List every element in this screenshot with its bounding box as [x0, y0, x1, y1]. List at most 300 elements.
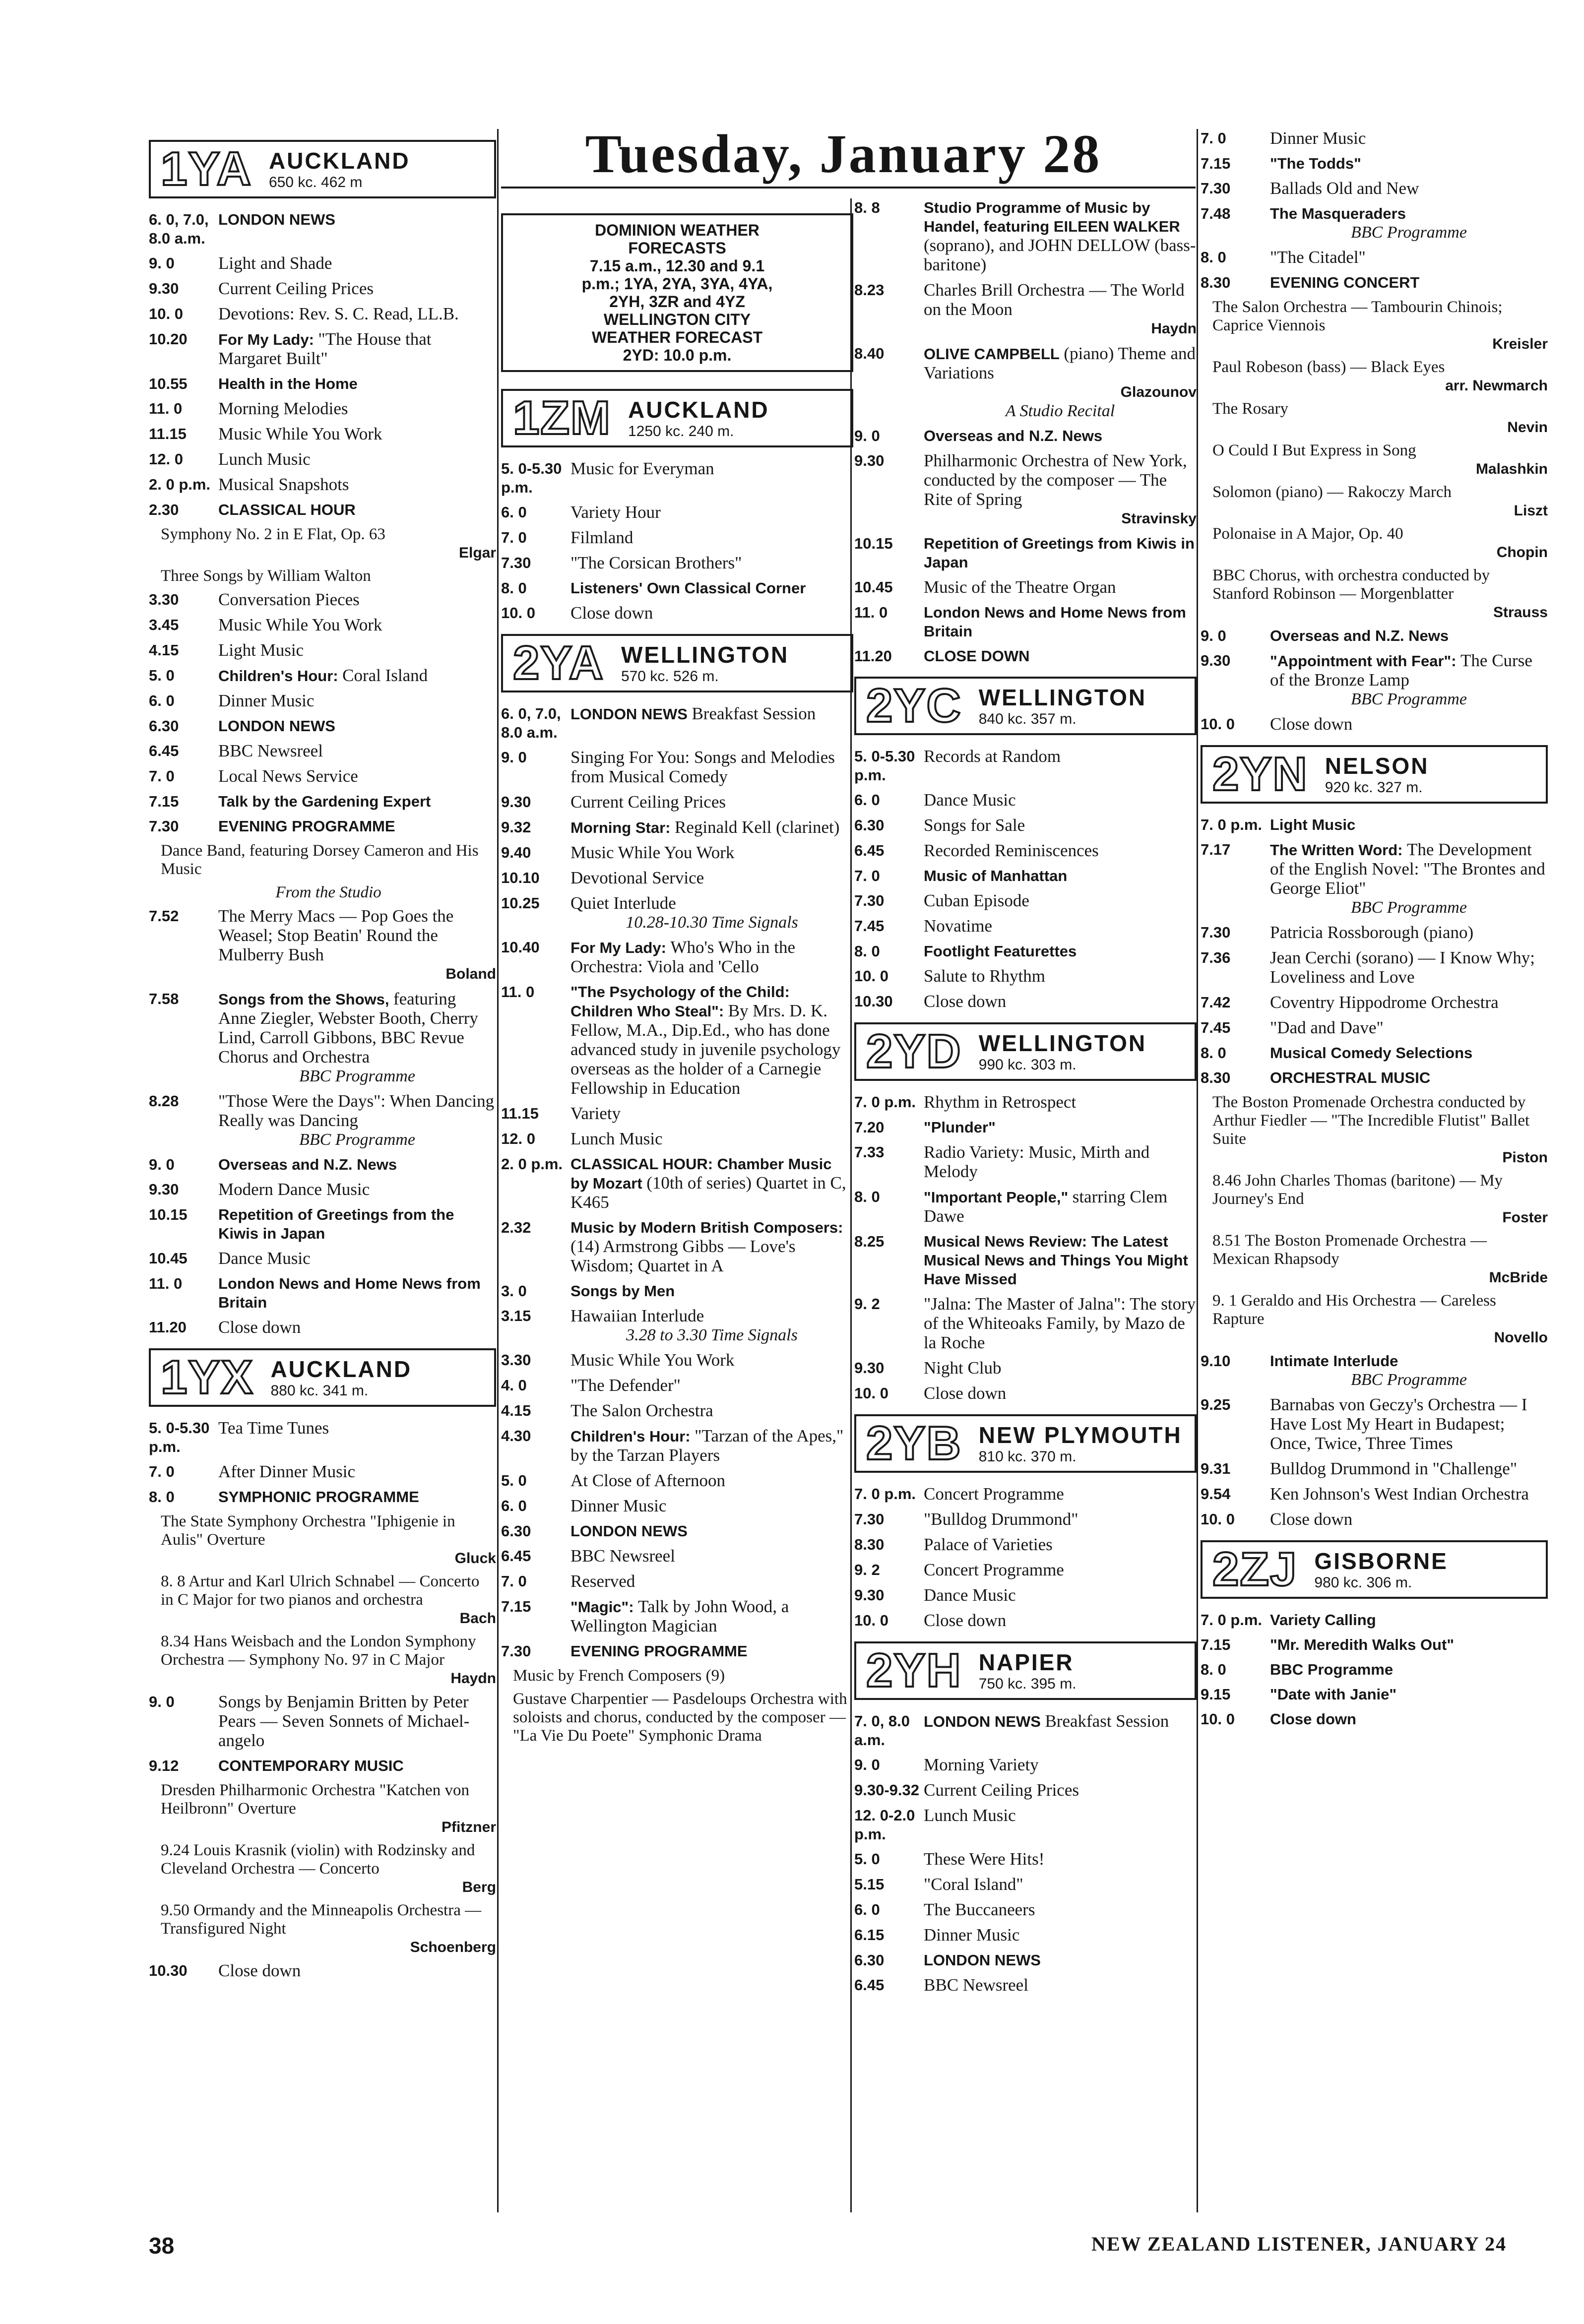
weather-line: WEATHER FORECAST	[591, 328, 763, 346]
programme-description: Close down	[570, 603, 653, 623]
station-header-1ya	[149, 140, 496, 198]
programme-source: BBC Programme	[1351, 690, 1467, 708]
programme-time: 9.30	[149, 1181, 179, 1198]
listing-2yb	[854, 1485, 1197, 1631]
programme-description: Filmland	[570, 528, 634, 547]
programme-description: BBC Newsreel	[218, 741, 323, 760]
station-header-2yc	[854, 677, 1197, 735]
programme-description: "Tarzan of the Apes," by the Tarzan Players	[570, 1426, 844, 1465]
composer-name: Novello	[1494, 1329, 1548, 1346]
programme-title: Close down	[1270, 1710, 1356, 1728]
programme-time: 10.10	[501, 869, 540, 886]
station-frequency: 920 kc. 327 m.	[1325, 779, 1423, 796]
programme-description: Current Ceiling Prices	[570, 792, 726, 812]
programme-entry	[149, 1274, 496, 1312]
programme-time: 9.40	[501, 844, 531, 861]
programme-time: 5. 0	[149, 667, 175, 684]
programme-time: 2.32	[501, 1219, 531, 1236]
programme-time: 7. 0 p.m.	[854, 1093, 916, 1111]
programme-time: 11.15	[149, 425, 187, 442]
composer-name: Stravinsky	[1121, 510, 1197, 527]
programme-entry	[854, 534, 1197, 572]
station-city: AUCKLAND	[268, 148, 410, 174]
programme-item	[149, 567, 496, 585]
programme-entry	[501, 1547, 853, 1566]
programme-time: 6. 0	[854, 1901, 880, 1918]
programme-time: 8. 0	[1201, 1044, 1226, 1062]
title-rule	[501, 187, 1196, 188]
programme-entry	[854, 867, 1197, 885]
programme-entry	[149, 717, 496, 736]
programme-time: 6. 0, 7.0, 8.0 a.m.	[501, 705, 561, 741]
programme-time: 9. 0	[501, 749, 527, 766]
column-1	[149, 129, 496, 1987]
programme-time: 11. 0	[501, 983, 535, 1001]
programme-entry	[1201, 1685, 1548, 1704]
programme-time: 12. 0	[149, 450, 183, 468]
programme-time: 11.20	[149, 1319, 187, 1336]
composer-name: Kreisler	[1492, 336, 1548, 352]
programme-time: 8. 0	[149, 1488, 175, 1506]
programme-entry	[501, 1155, 853, 1212]
programme-description: Close down	[218, 1961, 301, 1980]
programme-entry	[501, 1471, 853, 1491]
programme-item	[149, 1572, 496, 1628]
programme-time: 11. 0	[149, 400, 183, 417]
programme-time: 6. 0	[149, 692, 175, 709]
listing-2ya-continued	[854, 198, 1197, 666]
programme-description: Close down	[218, 1318, 301, 1337]
work-title: 8.34 Hans Weisbach and the London Symphony Orchestra — Symphony No. 97 in C Major	[161, 1633, 476, 1669]
composer-name: Nevin	[1507, 419, 1548, 436]
station-info	[972, 1649, 1077, 1693]
programme-time: 7.30	[1201, 924, 1231, 941]
programme-entry	[1201, 1459, 1548, 1479]
programme-description: Conversation Pieces	[218, 590, 360, 609]
programme-entry	[1201, 840, 1548, 917]
programme-time: 8.25	[854, 1233, 885, 1250]
station-city: WELLINGTON	[978, 1030, 1147, 1056]
programme-time: 7.36	[1201, 949, 1231, 966]
programme-description: "The Defender"	[570, 1376, 681, 1395]
programme-description: Dance Music	[924, 790, 1016, 810]
listing-1ya	[149, 210, 496, 519]
station-header-2ya	[501, 634, 853, 692]
programme-description: Local News Service	[218, 766, 358, 786]
programme-time: 6.45	[854, 1976, 885, 1994]
programme-time: 9.30	[149, 280, 179, 297]
programme-title: Footlight Featurettes	[924, 942, 1077, 960]
programme-time: 8.30	[1201, 1069, 1231, 1086]
programme-description: Devotions: Rev. S. C. Read, LL.B.	[218, 304, 459, 323]
programme-time: 10. 0	[501, 604, 535, 622]
programme-time: 3. 0	[501, 1282, 527, 1300]
programme-description: "Jalna: The Master of Jalna": The story of the Whiteoaks Family, by Mazo de la Roche	[924, 1294, 1196, 1352]
programme-description: Morning Variety	[924, 1755, 1039, 1774]
programme-entry	[149, 1693, 496, 1751]
programme-description: Quiet Interlude	[570, 893, 676, 913]
programme-time: 9.30-9.32	[854, 1781, 919, 1799]
programme-source: BBC Programme	[1351, 898, 1467, 917]
programme-description: Who's Who in the Orchestra: Viola and 'Cello	[570, 938, 796, 976]
programme-description: Dinner Music	[924, 1925, 1020, 1945]
station-info	[972, 684, 1146, 728]
composer-name: Berg	[462, 1879, 496, 1895]
programme-description: BBC Newsreel	[570, 1546, 675, 1566]
programme-entry	[854, 1976, 1197, 1995]
work-title: Dance Band, featuring Dorsey Cameron and His Music	[161, 842, 479, 878]
programme-description: The Development of the English Novel: "The Brontes and George Eliot"	[1270, 840, 1545, 898]
listing-1yx-contemporary	[149, 1781, 496, 1956]
listing-2yh-late	[1201, 627, 1548, 734]
programme-title: LONDON NEWS	[570, 705, 688, 723]
programme-entry	[501, 938, 853, 977]
station-call-sign: 2ZJ	[1212, 1543, 1298, 1596]
programme-entry	[149, 767, 496, 786]
programme-title: LONDON NEWS	[924, 1713, 1041, 1730]
programme-source: BBC Programme	[1351, 223, 1467, 242]
composer-name: Haydn	[450, 1670, 496, 1687]
programme-title: LONDON NEWS	[218, 717, 335, 735]
programme-description: Musical Snapshots	[218, 475, 349, 494]
programme-description: The Merry Macs — Pop Goes the Weasel; Stop Beatin' Round the Mulberry Bush	[218, 906, 454, 964]
listing-2yh-continued	[1201, 129, 1548, 292]
composer-name: Liszt	[1514, 502, 1548, 519]
programme-title: Health in the Home	[218, 375, 358, 392]
station-frequency: 750 kc. 395 m.	[978, 1676, 1077, 1692]
programme-entry	[854, 578, 1197, 597]
programme-entry	[854, 1295, 1197, 1353]
programme-entry	[1201, 1068, 1548, 1087]
programme-title: CLASSICAL HOUR	[218, 501, 356, 518]
programme-entry	[854, 1093, 1197, 1112]
station-city: NAPIER	[978, 1649, 1074, 1675]
programme-time: 6.45	[854, 842, 885, 859]
programme-description: Lunch Music	[218, 449, 311, 469]
work-title: The Boston Promenade Orchestra conducted by Arthur Fiedler — "The Incredible Flutist" Ballet Suite	[1212, 1093, 1530, 1148]
programme-entry	[501, 793, 853, 812]
programme-title: "Important People,"	[924, 1189, 1069, 1206]
station-call-sign: 2YC	[866, 679, 962, 732]
programme-title: OLIVE CAMPBELL	[924, 345, 1060, 363]
programme-title: "The Todds"	[1270, 155, 1361, 172]
programme-time: 9.30	[501, 793, 531, 811]
column-divider-1	[497, 129, 499, 2212]
programme-description: Coral Island	[342, 666, 428, 685]
page-number: 38	[149, 2233, 175, 2259]
programme-entry	[854, 1359, 1197, 1378]
composer-name: Foster	[1502, 1209, 1548, 1226]
programme-time: 9.25	[1201, 1396, 1231, 1413]
programme-time: 7.30	[149, 817, 179, 835]
programme-entry	[501, 1642, 853, 1661]
programme-time: 8. 8	[854, 199, 880, 216]
programme-time: 3.15	[501, 1307, 531, 1324]
programme-item	[1201, 1292, 1548, 1347]
programme-entry	[854, 1510, 1197, 1529]
programme-entry	[501, 1351, 853, 1370]
programme-time: 3.30	[149, 591, 179, 608]
programme-entry	[501, 604, 853, 623]
programme-entry	[501, 1597, 853, 1636]
programme-description: Light Music	[218, 640, 304, 660]
programme-entry	[149, 1961, 496, 1981]
programme-description: Singing For You: Songs and Melodies from Musical Comedy	[570, 748, 835, 786]
column-3	[854, 198, 1197, 2001]
programme-description: Cuban Episode	[924, 891, 1029, 910]
programme-time: 7. 0 p.m.	[1201, 1611, 1263, 1629]
programme-entry	[854, 841, 1197, 861]
programme-time: 8. 0	[854, 942, 880, 960]
composer-name: Bach	[459, 1610, 496, 1627]
listing-2yn	[1201, 816, 1548, 1087]
station-frequency: 650 kc. 462 m	[268, 174, 363, 190]
programme-time: 9. 0	[854, 1756, 880, 1773]
programme-entry	[149, 1155, 496, 1174]
programme-item	[149, 842, 496, 879]
station-city: AUCKLAND	[270, 1356, 412, 1382]
programme-time: 10.15	[149, 1206, 188, 1223]
programme-item	[1201, 483, 1548, 520]
programme-entry	[1201, 204, 1548, 242]
programme-entry	[854, 344, 1197, 421]
listing-1yx	[149, 1419, 496, 1507]
listing-1yx-close	[149, 1961, 496, 1981]
programme-time: 2. 0 p.m.	[149, 476, 211, 493]
programme-title: London News and Home News from Britain	[924, 604, 1186, 640]
composer-name: Gluck	[454, 1550, 496, 1567]
weather-line: p.m.; 1YA, 2YA, 3YA, 4YA,	[581, 275, 773, 293]
programme-entry	[1201, 273, 1548, 292]
programme-title: Variety Calling	[1270, 1611, 1376, 1629]
programme-description: "Dad and Dave"	[1270, 1018, 1384, 1037]
programme-entry	[149, 330, 496, 369]
work-title: The Rosary	[1212, 400, 1289, 418]
listing-2yn-late	[1201, 1352, 1548, 1529]
listing-1yx-late	[149, 1693, 496, 1775]
work-title: BBC Chorus, with orchestra conducted by Stanford Robinson — Morgenblatter	[1212, 566, 1490, 603]
programme-description: Devotional Service	[570, 868, 704, 887]
programme-description: Charles Brill Orchestra — The World on the Moon	[924, 280, 1185, 319]
programme-time: 10.30	[854, 993, 893, 1010]
programme-entry	[854, 1781, 1197, 1800]
programme-entry	[149, 375, 496, 393]
programme-time: 6. 0	[501, 503, 527, 521]
programme-item	[149, 1841, 496, 1896]
work-title: 9. 1 Geraldo and His Orchestra — Careless Rapture	[1212, 1292, 1496, 1328]
station-info	[262, 147, 410, 191]
programme-description: Variety Hour	[570, 502, 661, 522]
programme-entry	[149, 1462, 496, 1482]
programme-entry	[1201, 1395, 1548, 1453]
programme-entry	[501, 579, 853, 598]
programme-title: Talk by the Gardening Expert	[218, 793, 431, 810]
work-title: Music by French Composers (9)	[513, 1667, 725, 1685]
listing-2yn-orchestral	[1201, 1093, 1548, 1347]
station-frequency: 570 kc. 526 m.	[621, 668, 719, 685]
programme-entry	[1201, 923, 1548, 942]
station-info	[972, 1422, 1182, 1465]
station-header-1zm	[501, 389, 853, 447]
programme-entry	[854, 1485, 1197, 1504]
work-title: Paul Robeson (bass) — Black Eyes	[1212, 358, 1445, 376]
programme-entry	[501, 1130, 853, 1149]
programme-entry	[149, 817, 496, 836]
programme-time: 7. 0, 8.0 a.m.	[854, 1712, 910, 1749]
programme-description: Breakfast Session	[692, 704, 816, 723]
programme-entry	[149, 279, 496, 299]
programme-entry	[501, 983, 853, 1098]
programme-title: London News and Home News from Britain	[218, 1275, 481, 1311]
programme-entry	[854, 747, 1197, 785]
programme-time: 10. 0	[1201, 1710, 1235, 1728]
station-frequency: 840 kc. 357 m.	[978, 711, 1077, 727]
programme-title: EVENING CONCERT	[1270, 274, 1420, 291]
programme-description: Philharmonic Orchestra of New York, conducted by the composer — The Rite of Spring	[924, 451, 1187, 509]
programme-entry	[1201, 1044, 1548, 1063]
programme-time: 9.15	[1201, 1686, 1231, 1703]
programme-time: 6. 0	[854, 791, 880, 809]
programme-source: BBC Programme	[299, 1067, 415, 1085]
programme-entry	[1201, 1611, 1548, 1630]
programme-time: 11. 0	[854, 604, 888, 621]
programme-description: By Mrs. D. K. Fellow, M.A., Dip.Ed., who has done advanced study in juvenile psychology overseas as the holder of a Carnegie Fellowship in Education	[570, 1001, 841, 1098]
programme-time: 7.30	[501, 1642, 531, 1660]
programme-entry	[854, 917, 1197, 936]
station-call-sign: 2YD	[866, 1025, 962, 1078]
programme-time: 10.25	[501, 894, 540, 912]
station-info	[1318, 753, 1429, 796]
station-info	[614, 641, 789, 685]
programme-description: Barnabas von Geczy's Orchestra — I Have Lost My Heart in Budapest; Once, Twice, Three Times	[1270, 1395, 1527, 1453]
page-title: Tuesday, January 28	[585, 124, 1102, 184]
composer-name: Boland	[445, 966, 496, 982]
programme-entry	[149, 792, 496, 811]
composer-name: arr. Newmarch	[1445, 377, 1548, 394]
column-4	[1201, 129, 1548, 1735]
programme-description: Ballads Old and New	[1270, 179, 1419, 198]
programme-time: 9.32	[501, 818, 531, 836]
programme-description: Close down	[1270, 1509, 1353, 1529]
work-title: 8.51 The Boston Promenade Orchestra — Mexican Rhapsody	[1212, 1232, 1487, 1268]
work-title: Solomon (piano) — Rakoczy March	[1212, 483, 1452, 501]
programme-title: SYMPHONIC PROGRAMME	[218, 1488, 419, 1506]
programme-entry	[501, 503, 853, 522]
programme-entry	[854, 1535, 1197, 1555]
programme-time: 11.20	[854, 647, 892, 665]
programme-description: Close down	[924, 1383, 1007, 1403]
programme-entry	[854, 198, 1197, 275]
programme-time: 6.30	[501, 1522, 531, 1540]
programme-description: (14) Armstrong Gibbs — Love's Wisdom; Quartet in A	[570, 1237, 796, 1275]
programme-time: 7.15	[1201, 1636, 1231, 1653]
programme-description: Music of the Theatre Organ	[924, 577, 1116, 597]
programme-description: Dance Music	[924, 1585, 1016, 1605]
programme-entry	[149, 590, 496, 610]
station-header-2yn	[1201, 745, 1548, 804]
work-title: 9.50 Ormandy and the Minneapolis Orchestra — Transfigured Night	[161, 1901, 482, 1938]
programme-item	[149, 1512, 496, 1568]
listing-2ya-french-composers	[501, 1667, 853, 1745]
programme-time: 9. 0	[854, 427, 880, 444]
programme-time: 10.45	[854, 578, 893, 596]
programme-source: 10.28-10.30 Time Signals	[626, 913, 798, 932]
programme-entry	[1201, 1660, 1548, 1679]
programme-title: Listeners' Own Classical Corner	[570, 579, 806, 597]
programme-title: EVENING PROGRAMME	[218, 817, 395, 835]
programme-entry	[1201, 993, 1548, 1012]
programme-time: 4.15	[149, 641, 179, 659]
work-title: The State Symphony Orchestra "Iphigenie in Aulis" Overture	[161, 1512, 455, 1549]
programme-time: 7. 0	[501, 1572, 527, 1590]
programme-entry	[1201, 948, 1548, 987]
composer-name: McBride	[1489, 1269, 1548, 1286]
programme-time: 9.30	[854, 1586, 885, 1604]
programme-entry	[501, 818, 853, 837]
column-divider-3	[1197, 129, 1198, 2212]
programme-entry	[501, 1401, 853, 1421]
programme-entry	[501, 1427, 853, 1465]
programme-entry	[854, 1806, 1197, 1844]
programme-title: The Masqueraders	[1270, 205, 1406, 222]
programme-item	[149, 1781, 496, 1836]
publication-footer: NEW ZEALAND LISTENER, JANUARY 24	[1091, 2233, 1507, 2255]
programme-time: 7.45	[1201, 1019, 1231, 1036]
programme-title: "Magic":	[570, 1598, 634, 1616]
programme-description: Dance Music	[218, 1249, 311, 1268]
listing-1ya-evening	[149, 907, 496, 1337]
programme-description: BBC Newsreel	[924, 1975, 1028, 1995]
programme-time: 10.55	[149, 375, 188, 392]
listing-2yh-concert	[1201, 298, 1548, 622]
programme-title: Children's Hour:	[570, 1428, 691, 1445]
programme-time: 7. 0 p.m.	[1201, 816, 1263, 833]
programme-entry	[501, 869, 853, 888]
programme-entry	[149, 475, 496, 495]
work-title: 8.46 John Charles Thomas (baritone) — My Journey's End	[1212, 1172, 1503, 1208]
programme-description: Dinner Music	[218, 691, 315, 710]
programme-time: 10.45	[149, 1250, 188, 1267]
station-frequency: 880 kc. 341 m.	[270, 1382, 369, 1399]
programme-title: Studio Programme of Music by Handel, featuring EILEEN WALKER	[924, 199, 1180, 235]
programme-description: "Those Were the Days": When Dancing Really was Dancing	[218, 1091, 495, 1130]
programme-entry	[854, 891, 1197, 911]
programme-entry	[149, 1092, 496, 1149]
programme-time: 7. 0	[501, 529, 527, 546]
programme-entry	[854, 1561, 1197, 1580]
programme-description: Talk by John Wood, a Wellington Magician	[570, 1597, 789, 1635]
station-header-2zj	[1201, 1540, 1548, 1599]
station-city: GISBORNE	[1314, 1548, 1448, 1574]
station-call-sign: 1YX	[161, 1351, 254, 1404]
programme-time: 10. 0	[149, 305, 183, 322]
programme-description: Modern Dance Music	[218, 1180, 370, 1199]
programme-title: CONTEMPORARY MUSIC	[218, 1757, 404, 1774]
programme-description: Jean Cerchi (sorano) — I Know Why; Loveliness and Love	[1270, 948, 1535, 987]
programme-entry	[854, 1611, 1197, 1631]
programme-time: 6.45	[501, 1547, 531, 1565]
station-header-2yh	[854, 1641, 1197, 1700]
listing-2yc	[854, 747, 1197, 1011]
programme-description: "The Citadel"	[1270, 248, 1366, 267]
programme-description: Patricia Rossborough (piano)	[1270, 923, 1474, 942]
programme-time: 12. 0	[501, 1130, 535, 1147]
programme-description: Novatime	[924, 916, 993, 936]
work-title: Gustave Charpentier — Pasdeloups Orchestra with soloists and chorus, conducted by the composer — "La Vie Du Poete" Symphonic Drama	[513, 1690, 847, 1745]
programme-item	[1201, 400, 1548, 437]
programme-description: Records at Random	[924, 747, 1061, 766]
programme-entry	[501, 1218, 853, 1276]
